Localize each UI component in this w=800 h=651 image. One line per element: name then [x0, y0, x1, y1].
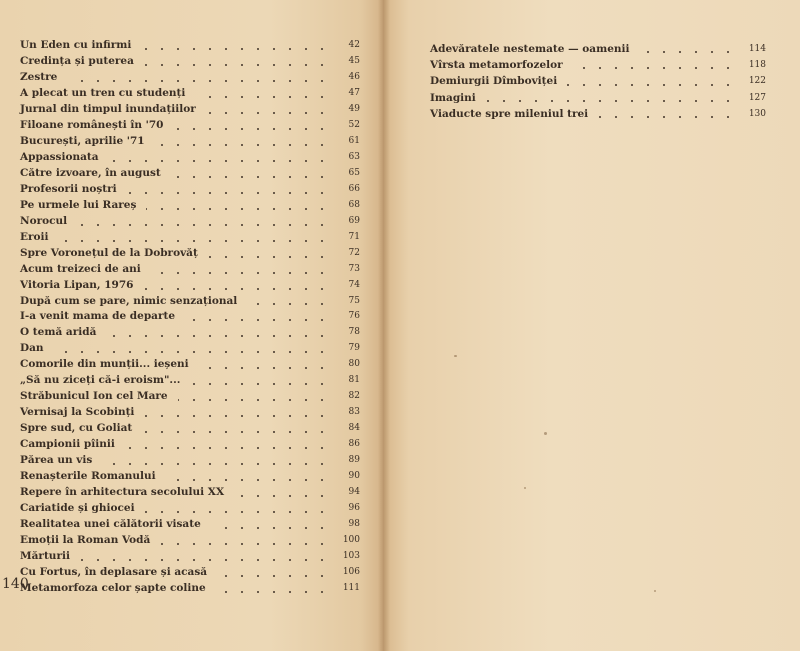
toc-entry-title: Imagini: [430, 91, 476, 104]
toc-entry-page: 46: [348, 71, 360, 82]
toc-entry: [20, 182, 360, 198]
dot-leader-fill: [102, 463, 330, 465]
toc-entry: [20, 421, 360, 437]
toc-entry-page: 63: [348, 151, 360, 162]
toc-entry-page: 90: [348, 471, 360, 482]
dot-leader: [20, 70, 330, 86]
paper-speck: [524, 487, 526, 489]
toc-entry-page: 103: [342, 551, 360, 561]
dot-leader-fill: [190, 383, 330, 385]
toc-entry-page: 82: [348, 391, 360, 402]
dot-leader-fill: [211, 527, 330, 529]
toc-entry: [20, 198, 360, 214]
toc-entry: [20, 469, 360, 485]
toc-entry-title: Pe urmele lui Rareș: [20, 198, 137, 211]
toc-entry: [20, 166, 360, 182]
dot-leader-fill: [234, 495, 330, 497]
dot-leader-fill: [185, 319, 330, 321]
toc-entry-page: 65: [348, 167, 360, 178]
toc-entry-title: București, aprilie '71: [20, 134, 145, 147]
toc-entry-title: Vitoria Lipan, 1976: [20, 278, 134, 291]
dot-leader-fill: [206, 112, 330, 114]
toc-entry-title: Emoții la Roman Vodă: [20, 534, 151, 547]
toc-entry-page: 118: [748, 60, 766, 71]
toc-entry-page: 66: [348, 183, 360, 194]
toc-entry: [20, 549, 360, 565]
toc-entry: [20, 405, 360, 421]
toc-entry-page: 84: [348, 423, 360, 434]
toc-entry-title: Appassionata: [20, 150, 99, 163]
dot-leader-fill: [567, 84, 736, 86]
toc-entry-page: 76: [348, 311, 360, 322]
toc-entry-page: 74: [348, 279, 360, 290]
paper-speck: [454, 355, 457, 357]
toc-entry: [20, 309, 360, 325]
toc-entry-page: 114: [748, 44, 766, 54]
toc-entry-page: 49: [348, 103, 360, 114]
toc-entry-page: 94: [348, 487, 360, 498]
toc-entry: [20, 278, 360, 294]
toc-entry-title: Demiurgii Dîmboviței: [430, 75, 558, 88]
toc-entry-title: I-a venit mama de departe: [20, 310, 176, 323]
toc-entry: [20, 246, 360, 262]
toc-entry-title: Cu Fortus, în deplasare și acasă: [20, 565, 208, 578]
dot-leader-fill: [173, 128, 330, 130]
dot-leader-fill: [109, 160, 330, 162]
toc-entry-title: Renașterile Romanului: [20, 470, 156, 483]
dot-leader-fill: [127, 192, 330, 194]
toc-entry-title: Profesorii noștri: [20, 182, 117, 195]
dot-leader-fill: [80, 559, 330, 561]
dot-leader-fill: [166, 479, 330, 481]
dot-leader-fill: [247, 303, 330, 305]
toc-entry: [430, 57, 766, 73]
toc-entry: [20, 501, 360, 517]
dot-leader-fill: [142, 431, 330, 433]
toc-entry: [20, 150, 360, 166]
toc-entry: [20, 437, 360, 453]
toc-entry-page: 111: [342, 582, 360, 593]
toc-entry-title: Repere în arhitectura secolului XX: [20, 486, 225, 499]
paper-speck: [544, 432, 547, 435]
toc-entry: [20, 70, 360, 86]
toc-entry: [20, 389, 360, 405]
toc-entry: [20, 581, 360, 597]
dot-leader-fill: [195, 96, 330, 98]
toc-entry: [20, 38, 360, 54]
toc-entry: [20, 485, 360, 501]
toc-entry: [20, 134, 360, 150]
toc-entry-title: Credința și puterea: [20, 54, 134, 67]
toc-entry: [20, 118, 360, 134]
toc-entry: [430, 106, 766, 122]
toc-entry-title: Realitatea unei călătorii visate: [20, 518, 201, 531]
toc-entry: [430, 90, 766, 106]
toc-entry-title: Jurnal din timpul inundațiilor: [20, 102, 196, 115]
toc-entry: [20, 102, 360, 118]
toc-entry-page: 96: [348, 503, 360, 514]
dot-leader-fill: [486, 100, 736, 102]
toc-entry-title: Campionii pîinii: [20, 438, 115, 451]
dot-leader-fill: [143, 288, 330, 290]
dot-leader-fill: [199, 367, 330, 369]
toc-entry: [20, 565, 360, 581]
toc-entry-title: Vernisaj la Scobinți: [20, 406, 135, 419]
toc-entry-page: 79: [348, 343, 360, 354]
toc-entry-title: Spre Voronețul de la Dobrovăț: [20, 246, 198, 259]
toc-entry-page: 42: [348, 40, 360, 50]
toc-entry: [20, 517, 360, 533]
toc-entry-title: Vîrsta metamorfozelor: [430, 59, 563, 72]
toc-entry-page: 122: [748, 76, 766, 87]
toc-entry-page: 98: [348, 519, 360, 530]
dot-leader-fill: [171, 176, 330, 178]
dot-leader-fill: [640, 51, 736, 53]
toc-entry-page: 80: [348, 359, 360, 370]
toc-entry-page: 45: [348, 55, 360, 66]
toc-entry-title: Filoane românești în '70: [20, 118, 164, 131]
toc-entry-title: Zestre: [20, 70, 58, 83]
toc-entry-page: 47: [348, 87, 360, 98]
right-toc-list: [430, 41, 766, 122]
book-gutter: [378, 0, 390, 651]
toc-entry: [20, 341, 360, 357]
toc-entry-page: 86: [348, 439, 360, 450]
toc-entry: [430, 41, 766, 57]
dot-leader: [20, 341, 330, 357]
toc-entry-title: Viaducte spre mileniul trei: [430, 107, 589, 120]
toc-entry-page: 127: [748, 92, 766, 103]
dot-leader-fill: [59, 240, 330, 242]
left-page: [0, 0, 384, 651]
toc-entry: [20, 294, 360, 310]
toc-entry-title: Un Eden cu infirmi: [20, 39, 132, 51]
toc-entry-page: 130: [748, 108, 766, 119]
paper-speck: [654, 590, 656, 592]
toc-entry-title: Către izvoare, în august: [20, 166, 161, 179]
toc-entry-page: 73: [348, 263, 360, 274]
toc-entry: [20, 533, 360, 549]
toc-entry: [20, 214, 360, 230]
toc-entry-title: Norocul: [20, 214, 68, 227]
toc-entry-page: 83: [348, 407, 360, 418]
dot-leader: [20, 230, 330, 246]
dot-leader-fill: [208, 256, 330, 258]
toc-entry-title: Comorile din munții... ieșeni: [20, 358, 189, 371]
toc-entry: [20, 453, 360, 469]
toc-entry-title: O temă aridă: [20, 326, 97, 339]
toc-entry: [20, 325, 360, 341]
dot-leader-fill: [106, 335, 330, 337]
left-toc-list: [20, 38, 360, 597]
toc-entry-title: Mărturii: [20, 550, 70, 562]
toc-entry-page: 100: [342, 535, 360, 546]
toc-entry-title: Metamorfoza celor șapte coline: [20, 581, 206, 594]
dot-leader-fill: [54, 351, 330, 353]
toc-entry-title: A plecat un tren cu studenți: [20, 86, 186, 99]
toc-entry: [430, 73, 766, 89]
toc-entry-page: 52: [348, 119, 360, 130]
dot-leader-fill: [141, 48, 330, 50]
dot-leader-fill: [216, 591, 330, 593]
dot-leader-fill: [573, 67, 736, 69]
toc-entry-title: După cum se pare, nimic senzațional: [20, 294, 238, 307]
toc-entry-page: 78: [348, 327, 360, 338]
toc-entry-title: Acum treizeci de ani: [20, 262, 141, 275]
toc-entry-title: Dan: [20, 342, 44, 355]
toc-entry-title: Străbunicul Ion cel Mare: [20, 390, 168, 403]
dot-leader-fill: [77, 224, 330, 226]
toc-entry-title: Spre sud, cu Goliat: [20, 422, 133, 435]
dot-leader-fill: [144, 415, 330, 417]
toc-entry-page: 75: [348, 295, 360, 306]
dot-leader-fill: [598, 116, 736, 118]
toc-entry-page: 106: [342, 566, 360, 577]
dot-leader-fill: [155, 144, 330, 146]
toc-entry-title: „Să nu ziceți că-i eroism"...: [20, 374, 181, 387]
toc-entry-page: 71: [348, 231, 360, 242]
toc-entry: [20, 54, 360, 70]
toc-entry-page: 68: [348, 199, 360, 210]
dot-leader-fill: [178, 399, 330, 401]
dot-leader-fill: [146, 208, 330, 210]
dot-leader-fill: [145, 511, 330, 513]
toc-entry: [20, 357, 360, 373]
toc-entry-page: 89: [348, 455, 360, 466]
toc-entry: [20, 86, 360, 102]
dot-leader-fill: [217, 575, 330, 577]
dot-leader-fill: [160, 543, 330, 545]
toc-entry-page: 81: [348, 375, 360, 386]
toc-entry-title: Eroii: [20, 230, 49, 243]
page-number: 140: [2, 576, 29, 592]
toc-entry-title: Adevăratele nestemate — oamenii: [430, 43, 630, 55]
dot-leader-fill: [151, 272, 330, 274]
toc-entry-page: 61: [348, 135, 360, 146]
dot-leader-fill: [144, 64, 330, 66]
toc-entry: [20, 262, 360, 278]
toc-entry-title: Cariatide și ghiocei: [20, 502, 135, 515]
toc-entry: [20, 230, 360, 246]
dot-leader-fill: [67, 80, 330, 82]
toc-entry-page: 69: [348, 215, 360, 226]
toc-entry: [20, 373, 360, 389]
dot-leader-fill: [125, 447, 330, 449]
toc-entry-title: Părea un vis: [20, 454, 93, 467]
toc-entry-page: 72: [348, 247, 360, 258]
